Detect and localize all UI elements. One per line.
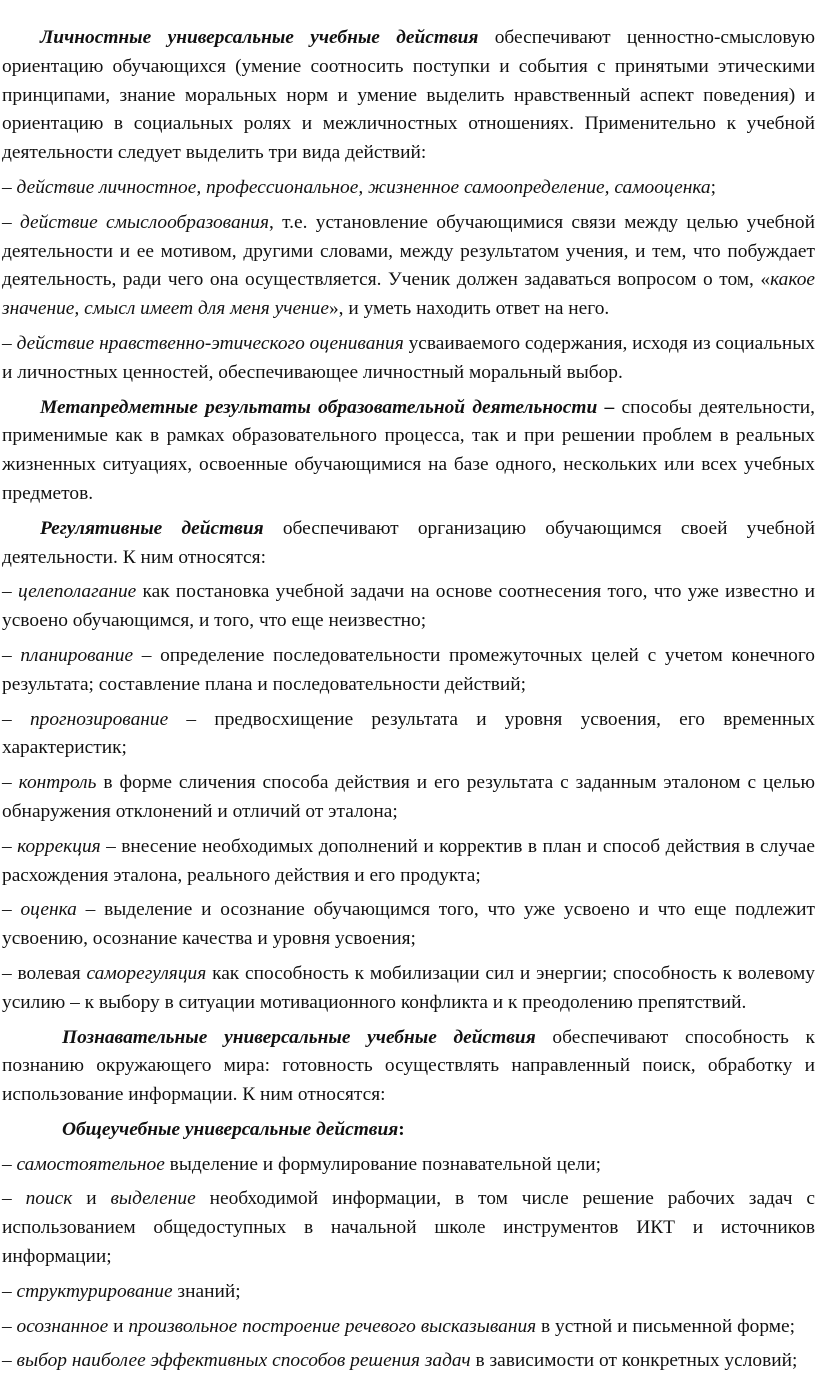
colon: : <box>398 1118 405 1140</box>
list-term: действие смыслообразования <box>20 211 269 233</box>
paragraph-personal-actions <box>2 24 815 168</box>
list-dash: – <box>2 835 18 857</box>
list-item-method-choice <box>2 1347 815 1376</box>
list-dash: – <box>2 581 18 603</box>
list-term: выделение <box>110 1188 196 1210</box>
list-text: как постановка учебной задачи на основе соотнесения того, что уже известно и усвоено обучающимся, и того, что еще неизвестно; <box>2 581 815 632</box>
list-text: и <box>72 1188 111 1210</box>
term-cognitive-actions: Познавательные универсальные учебные действия <box>62 1026 536 1048</box>
list-text: в форме сличения способа действия и его результата с заданным эталоном с целью обнаружения отклонений и отличий от эталона; <box>2 772 815 822</box>
list-text: и <box>108 1315 129 1337</box>
list-dash: – <box>2 644 21 666</box>
list-term: оценка <box>20 899 77 921</box>
list-dash: – <box>2 332 17 354</box>
list-item-self-determination <box>2 174 815 203</box>
term-regulatory-actions: Регулятивные действия <box>40 517 264 539</box>
paragraph-text: обеспечивают ценностно-смысловую ориентацию обучающихся (умение соотносить поступки и события с принятыми этическими принципами, знание моральных норм и умение выделить нравственный аспект поведения) и ориентацию в социальных ролях и межличностных отношениях. Применительно к учебной деятельности следует выделить три вида действий: <box>2 27 815 164</box>
list-quote: какое значение, смысл имеет для меня учение <box>2 269 815 320</box>
list-text: – выделение и осознание обучающимся того, что уже усвоено и что еще подлежит усвоению, осознание качества и уровня усвоения; <box>2 899 815 950</box>
list-text: знаний; <box>172 1280 241 1302</box>
term-general-actions: Общеучебные универсальные действия <box>62 1118 399 1140</box>
list-term: планирование <box>20 644 134 666</box>
list-dash: – <box>2 1350 17 1372</box>
list-term: самостоятельное <box>16 1153 165 1175</box>
list-item-goal-setting <box>2 578 815 636</box>
list-item-assessment <box>2 896 815 954</box>
list-term: осознанное <box>16 1315 109 1337</box>
list-item-correction <box>2 833 815 891</box>
list-text: – внесение необходимых дополнений и корректив в план и способ действия в случае расхождения эталона, реального действия и его продукта; <box>2 835 815 886</box>
list-text: в зависимости от конкретных условий; <box>470 1350 798 1372</box>
list-item-meaning-formation <box>2 209 815 324</box>
list-item-planning <box>2 642 815 700</box>
list-dash: – <box>2 772 19 794</box>
list-term: прогнозирование <box>29 708 169 730</box>
paragraph-metasubject-results <box>2 394 815 509</box>
list-item-structuring <box>2 1278 815 1307</box>
list-text: , т.е. установление обучающимися связи между целью учебной деятельности и ее мотивом, другими словами, между результатом учения, и тем, что побуждает деятельность, ради чего она осуществляется. Ученик должен задаваться вопросом о том, « <box>2 211 815 291</box>
subheading-general-actions <box>2 1116 815 1145</box>
list-term: поиск <box>25 1188 73 1210</box>
list-term: коррекция <box>17 835 101 857</box>
list-term: выбор наиболее эффективных способов решения задач <box>16 1350 471 1372</box>
list-text: – предвосхищение результата и уровня усвоения, его временных характеристик; <box>2 708 816 759</box>
list-term: действие нравственно-этического оценивания <box>16 332 404 354</box>
list-term: произвольное построение речевого высказывания <box>128 1315 537 1337</box>
list-term: саморегуляция <box>86 962 207 984</box>
list-text: необходимой информации, в том числе решение рабочих задач с использованием общедоступных в начальной школе инструментов ИКТ и источников информации; <box>2 1188 816 1268</box>
list-text: волевая <box>17 962 87 984</box>
list-item-moral-evaluation <box>2 330 815 388</box>
list-item-independent <box>2 1151 815 1180</box>
paragraph-regulatory-actions <box>2 515 815 573</box>
paragraph-text: обеспечивают способность к познанию окружающего мира: готовность осуществлять направленный поиск, обработку и использование информации. К ним относятся: <box>2 1026 815 1106</box>
list-text: усваиваемого содержания, исходя из социальных и личностных ценностей, обеспечивающее личностный моральный выбор. <box>2 332 815 383</box>
list-dash: – <box>2 899 21 921</box>
list-dash: – <box>2 1188 26 1210</box>
list-text: как способность к мобилизации сил и энергии; способность к волевому усилию – к выбору в ситуации мотивационного конфликта и к преодолению препятствий. <box>2 962 815 1013</box>
list-text: в устной и письменной форме; <box>536 1315 796 1337</box>
list-term: действие личностное, профессиональное, жизненное самоопределение, самооценка <box>16 176 711 198</box>
list-text: – определение последовательности промежуточных целей с учетом конечного результата; составление плана и последовательности действий; <box>2 644 815 695</box>
list-dash: – <box>2 211 20 233</box>
list-item-speech-construction <box>2 1313 815 1342</box>
list-dash: – <box>2 1280 17 1302</box>
paragraph-text: обеспечивают организацию обучающимся своей учебной деятельности. К ним относятся: <box>2 517 816 568</box>
list-term: структурирование <box>16 1280 173 1302</box>
list-dash: – <box>2 962 18 984</box>
term-personal-actions: Личностные универсальные учебные действия <box>40 27 479 48</box>
bold-dash: – <box>597 396 622 418</box>
list-item-control <box>2 769 815 827</box>
list-term: целеполагание <box>17 581 137 603</box>
list-dash: – <box>2 708 30 730</box>
list-item-forecasting <box>2 706 815 764</box>
paragraph-cognitive-actions <box>2 1024 815 1110</box>
list-term: контроль <box>18 772 97 794</box>
list-item-search <box>2 1185 815 1271</box>
list-dash: – <box>2 1315 17 1337</box>
term-metasubject-results: Метапредметные результаты образовательной деятельности <box>40 396 598 418</box>
list-dash: – <box>2 176 17 198</box>
list-text: выделение и формулирование познавательной цели; <box>164 1153 602 1175</box>
list-item-self-regulation <box>2 960 815 1018</box>
list-text: ; <box>710 176 716 198</box>
list-dash: – <box>2 1153 17 1175</box>
list-text: », и уметь находить ответ на него. <box>328 298 610 320</box>
paragraph-text: способы деятельности, применимые как в рамках образовательного процесса, так и при решении проблем в реальных жизненных ситуациях, освоенные обучающимися на базе одного, нескольких или всех учебных предметов. <box>2 396 815 504</box>
